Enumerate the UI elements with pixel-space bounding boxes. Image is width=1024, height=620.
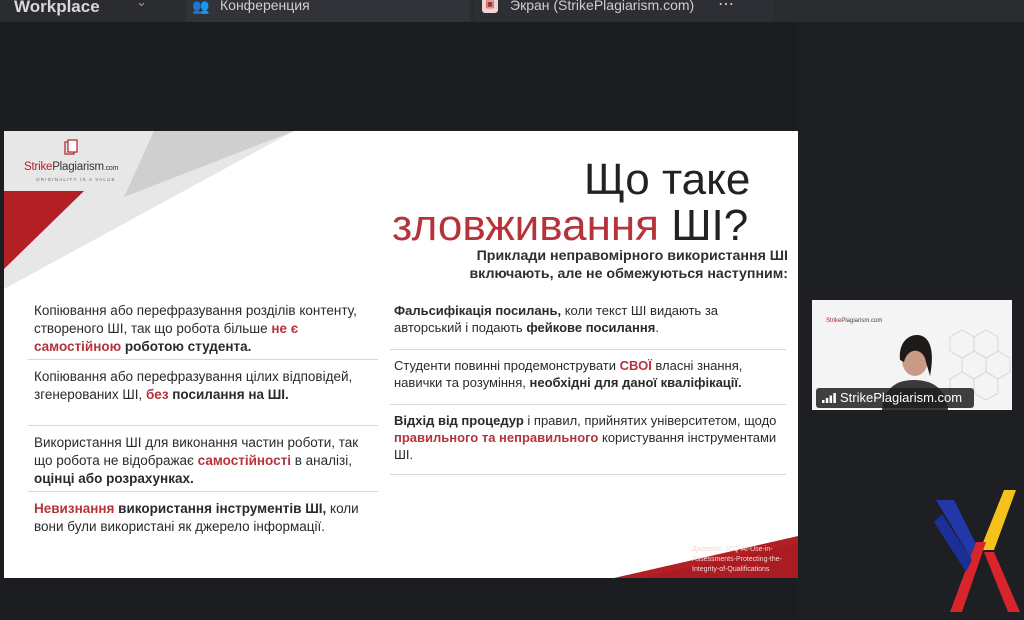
slide-source: Джерело: JCQ-AI-Use-in- Assessments-Protecting-the- Integrity-of-Qualifications (692, 546, 782, 573)
slide-title-line1: Що таке (584, 155, 751, 204)
tab-screen-label: Экран (StrikePlagiarism.com) (510, 0, 695, 13)
more-options-icon[interactable]: ⋯ (718, 0, 734, 13)
chevron-down-icon[interactable]: ⌄ (136, 0, 147, 9)
list-item: Копіювання або перефразування цілих відповідей, згенерованих ШІ, без посилання на ШІ. (28, 360, 378, 426)
title-highlight: зловживання (392, 201, 659, 250)
webcam-logo: StrikePlagiarism.com (826, 318, 883, 324)
logo-part-strike: Strike (24, 161, 53, 173)
slide-title-line2 (392, 201, 748, 251)
participant-name: StrikePlagiarism.com (840, 390, 963, 405)
list-item: Невизнання використання інструментів ШІ, коли вони були використані як джерело інформації. (34, 501, 359, 534)
tab-conference-label: Конференция (220, 0, 310, 13)
list-item: Фальсифікація посилань, коли текст ШІ видають за авторський і подають фейкове посилання. (390, 295, 786, 350)
corner-logo-icon (932, 488, 1022, 618)
tab-conference[interactable] (186, 0, 470, 22)
logo-part-com: .com (103, 165, 119, 172)
tab-screen-share[interactable] (474, 0, 774, 22)
list-item: Студенти повинні продемонструвати СВОЇ власні знання, навички та розуміння, необхідні для даної кваліфікації. (390, 350, 786, 405)
list-item: Використання ШІ для виконання частин роботи, так що робота не відображає самостійності в аналізі, оцінці або розрахунках. (28, 426, 378, 492)
participant-name-overlay (816, 388, 974, 408)
slide-intro: Приклади неправомірного використання ШІ включають, але не обмежуються наступним: (469, 248, 788, 282)
screen-share-icon: ▣ (482, 0, 498, 13)
logo-tagline: ORIGINALITY IS A VALUE (36, 177, 116, 182)
list-item: Копіювання або перефразування розділів контенту, створеного ШІ, так що робота більше не є самостійною роботою студента. (28, 294, 378, 360)
title-rest: ШІ? (659, 201, 749, 250)
document-icon (64, 139, 78, 157)
logo-part-plagiarism: Plagiarism (52, 161, 104, 173)
right-column (390, 295, 786, 475)
list-item: Відхід від процедур і правил, прийнятих університетом, щодо правильного та неправильного користування інструментами ШІ. (390, 405, 786, 475)
people-icon: 👥 (192, 0, 210, 14)
app-name[interactable]: Workplace (14, 0, 100, 16)
top-bar (0, 0, 1024, 22)
signal-strength-icon (822, 393, 836, 403)
shared-slide (4, 131, 798, 578)
left-column (28, 294, 378, 558)
webcam-thumbnail[interactable] (812, 300, 1012, 410)
